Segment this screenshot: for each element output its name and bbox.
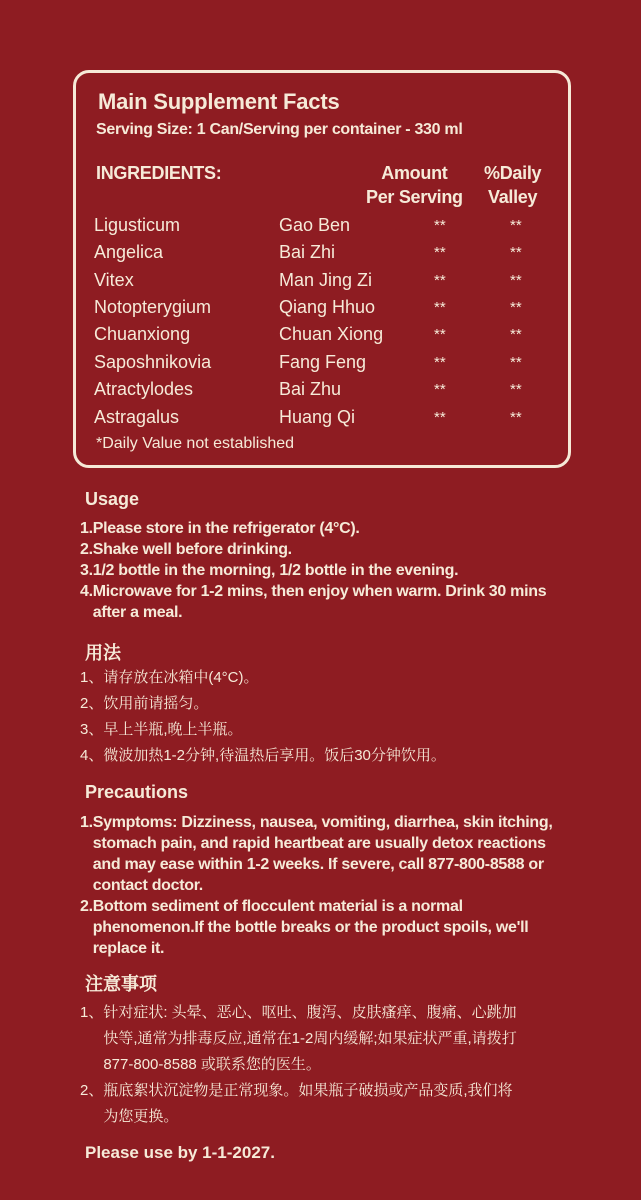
ingredient-pinyin: Chuan Xiong <box>279 324 384 344</box>
list-item <box>80 896 570 959</box>
serving-size: Serving Size: 1 Can/Serving per container - 330 ml <box>96 121 463 138</box>
usage-list <box>80 518 560 623</box>
item-text: Bottom sediment of flocculent material is a normal phenomenon.If the bottle breaks or the product spoils, we'll replace it. <box>92 898 529 957</box>
ingredient-amount: ** <box>434 272 446 289</box>
item-number: 2、 <box>80 695 104 712</box>
item-number: 4. <box>80 583 93 600</box>
item-text: 早上半瓶,晚上半瓶。 <box>103 721 243 738</box>
precautions-list <box>80 812 570 959</box>
item-text: 针对症状: 头晕、恶心、呕吐、腹泻、皮肤瘙痒、腹痛、心跳加快等,通常为排毒反应,通常在1-2周内缓解;如果症状严重,请拨打 877-800-8588 或联系您的医生。 <box>103 1004 517 1073</box>
ingredient-amount: ** <box>434 244 446 261</box>
facts-title: Main Supplement Facts <box>98 89 340 114</box>
list-item <box>80 1078 520 1130</box>
item-text: 饮用前请摇匀。 <box>103 695 209 712</box>
ingredient-pinyin: Fang Feng <box>279 352 367 372</box>
ingredient-latin: Notopterygium <box>94 297 212 317</box>
ingredient-pinyin: Qiang Hhuo <box>279 297 376 317</box>
item-number: 2. <box>80 898 93 915</box>
list-item <box>80 581 560 623</box>
ingredient-latin: Angelica <box>94 242 164 262</box>
ingredient-row <box>76 376 568 403</box>
ingredient-pinyin: Man Jing Zi <box>279 270 373 290</box>
ingredient-amount: ** <box>434 354 446 371</box>
list-item <box>80 717 560 743</box>
list-item <box>80 665 560 691</box>
precautions-zh-list <box>80 1000 520 1130</box>
facts-footnote: *Daily Value not established <box>96 435 295 452</box>
ingredients-header: INGREDIENTS: <box>96 163 222 183</box>
amount-header-line1: Amount <box>381 163 448 183</box>
ingredient-daily-value: ** <box>510 299 522 316</box>
usage-zh-heading: 用法 <box>85 643 121 663</box>
ingredient-row <box>76 321 568 348</box>
item-text: Please store in the refrigerator (4°C). <box>92 520 360 537</box>
ingredient-latin: Chuanxiong <box>94 324 191 344</box>
ingredient-row <box>76 267 568 294</box>
list-item <box>80 539 560 560</box>
ingredient-amount: ** <box>434 381 446 398</box>
item-number: 2. <box>80 541 93 558</box>
ingredient-daily-value: ** <box>510 217 522 234</box>
ingredient-amount: ** <box>434 299 446 316</box>
item-number: 3. <box>80 562 93 579</box>
item-text: Microwave for 1-2 mins, then enjoy when warm. Drink 30 mins after a meal. <box>92 583 547 621</box>
precautions-zh-heading: 注意事项 <box>85 974 157 994</box>
ingredient-pinyin: Huang Qi <box>279 407 356 427</box>
ingredient-row <box>76 212 568 239</box>
list-item <box>80 812 570 896</box>
usage-heading: Usage <box>85 489 140 509</box>
item-text: 微波加热1-2分钟,待温热后享用。饭后30分钟饮用。 <box>103 747 446 764</box>
ingredient-amount: ** <box>434 409 446 426</box>
item-number: 4、 <box>80 747 104 764</box>
list-item <box>80 1000 520 1078</box>
amount-header <box>366 161 463 209</box>
ingredient-row <box>76 294 568 321</box>
ingredient-daily-value: ** <box>510 409 522 426</box>
ingredient-pinyin: Bai Zhu <box>279 379 342 399</box>
item-text: 1/2 bottle in the morning, 1/2 bottle in the evening. <box>92 562 459 579</box>
ingredient-row <box>76 239 568 266</box>
ingredient-latin: Atractylodes <box>94 379 194 399</box>
item-number: 1. <box>80 814 93 831</box>
supplement-facts-panel <box>73 70 571 468</box>
ingredient-daily-value: ** <box>510 354 522 371</box>
item-text: 瓶底絮状沉淀物是正常现象。如果瓶子破损或产品变质,我们将为您更换。 <box>103 1082 513 1125</box>
daily-header-line1: %Daily <box>484 163 542 183</box>
list-item <box>80 691 560 717</box>
item-text: 请存放在冰箱中(4°C)。 <box>103 669 259 686</box>
ingredient-latin: Astragalus <box>94 407 180 427</box>
ingredient-pinyin: Bai Zhi <box>279 242 336 262</box>
ingredient-daily-value: ** <box>510 381 522 398</box>
ingredient-daily-value: ** <box>510 272 522 289</box>
amount-header-line2: Per Serving <box>366 187 463 207</box>
list-item <box>80 560 560 581</box>
item-number: 1、 <box>80 669 104 686</box>
usage-zh-list <box>80 665 560 769</box>
item-text: Symptoms: Dizziness, nausea, vomiting, diarrhea, skin itching, stomach pain, and rapid heartbeat are usually detox reactions and may ease within 1-2 weeks. If severe, call 877-800-8588 or contact doctor. <box>92 814 553 894</box>
precautions-heading: Precautions <box>85 782 189 802</box>
item-number: 1、 <box>80 1004 104 1021</box>
ingredient-row <box>76 349 568 376</box>
use-by-date: Please use by 1-1-2027. <box>85 1143 275 1162</box>
item-number: 3、 <box>80 721 104 738</box>
list-item <box>80 743 560 769</box>
ingredient-pinyin: Gao Ben <box>279 215 351 235</box>
ingredient-latin: Vitex <box>94 270 134 290</box>
daily-header-line2: Valley <box>487 187 538 207</box>
item-text: Shake well before drinking. <box>92 541 292 558</box>
ingredient-daily-value: ** <box>510 326 522 343</box>
ingredient-latin: Ligusticum <box>94 215 181 235</box>
daily-value-header <box>484 161 541 209</box>
item-number: 1. <box>80 520 93 537</box>
ingredient-row <box>76 404 568 431</box>
ingredient-amount: ** <box>434 326 446 343</box>
item-number: 2、 <box>80 1082 104 1099</box>
ingredient-amount: ** <box>434 217 446 234</box>
ingredient-latin: Saposhnikovia <box>94 352 212 372</box>
ingredient-daily-value: ** <box>510 244 522 261</box>
list-item <box>80 518 560 539</box>
